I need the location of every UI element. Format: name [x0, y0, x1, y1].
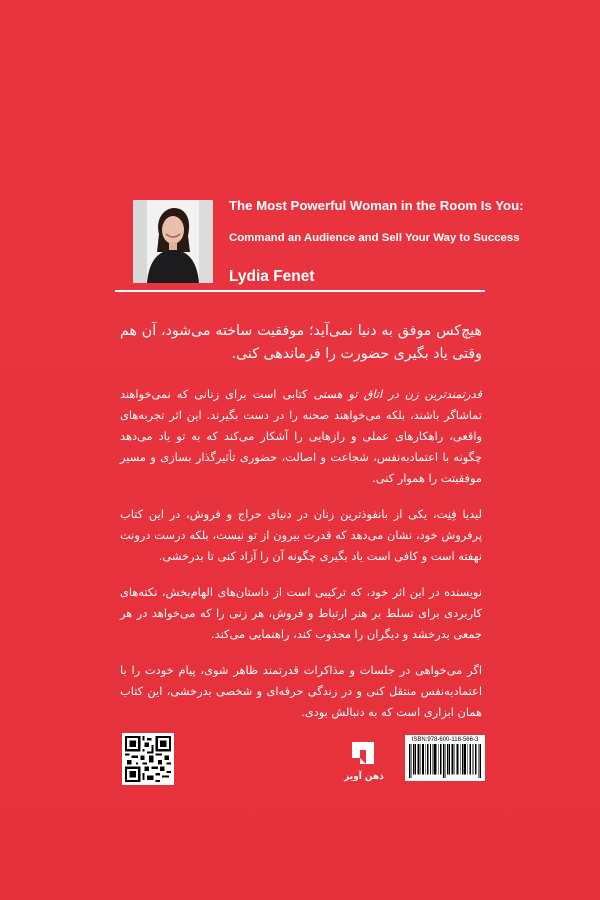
paragraph-1-text: کتابی است برای زنانی که نمی‌خواهند تماشاگر باشند، بلکه می‌خواهند صحنه را در دست بگیرند. این اثر تجربه‌های واقعی، راهکارهای عملی و رازهایی را آشکار می‌کند که به تو یاد می‌دهد چگونه با اعتمادبه‌نفس، شجاعت و اصالت، حضوری تأثیرگذار بسازی و مسیر موفقیتت را هموار کنی.	[120, 387, 482, 486]
author-photo	[133, 200, 213, 283]
book-title: The Most Powerful Woman in the Room Is You:	[229, 198, 524, 213]
paragraph-4: اگر می‌خواهی در جلسات و مذاکرات قدرتمند ظاهر شوی، پیام خودت را با اعتمادبه‌نفس منتقل کنی و در زندگی حرفه‌ای و شخصی بدرخشی، این کتاب همان ابزاری است که به دنبالش بودی.	[120, 663, 482, 720]
publisher-logo-text: ذهن آویز	[344, 772, 384, 782]
publisher-logo	[344, 738, 384, 784]
lead-paragraph: هیچ‌کس موفق به دنیا نمی‌آید؛ موفقیت ساخته می‌شود، آن هم وقتی یاد بگیری حضورت را فرماندهی کنی.	[120, 323, 482, 363]
paragraph-3: نویسنده در این اثر خود، که ترکیبی است از داستان‌های الهام‌بخش، نکته‌های کاربردی برای تسلط بر هنر ارتباط و فروش، هر زنی را که می‌خواهد در هر جمعی بدرخشد و دیگران را مجذوب کند، راهنمایی می‌کند.	[120, 585, 482, 642]
paragraph-1-book-title: قدرتمندترین زن در اتاق تو هستی	[313, 387, 482, 402]
isbn-number: ISBN:978-600-118-566-3	[411, 737, 479, 743]
qr-code	[122, 733, 174, 785]
paragraph-1	[120, 384, 482, 489]
divider-line	[115, 290, 485, 292]
author-name: Lydia Fenet	[229, 268, 315, 285]
book-subtitle: Command an Audience and Sell Your Way to Success	[229, 232, 520, 244]
isbn-barcode	[405, 735, 485, 781]
paragraph-2: لیدیا فِنِت، یکی از بانفوذترین زنان در دنیای حراج و فروش، در این کتاب پرفروش خود، نشان می‌دهد که قدرت بیرون از تو نیست، بلکه درست درونت نهفته است و کافی است یاد بگیری چگونه آن را آزاد کنی تا بدرخشی.	[120, 507, 482, 564]
